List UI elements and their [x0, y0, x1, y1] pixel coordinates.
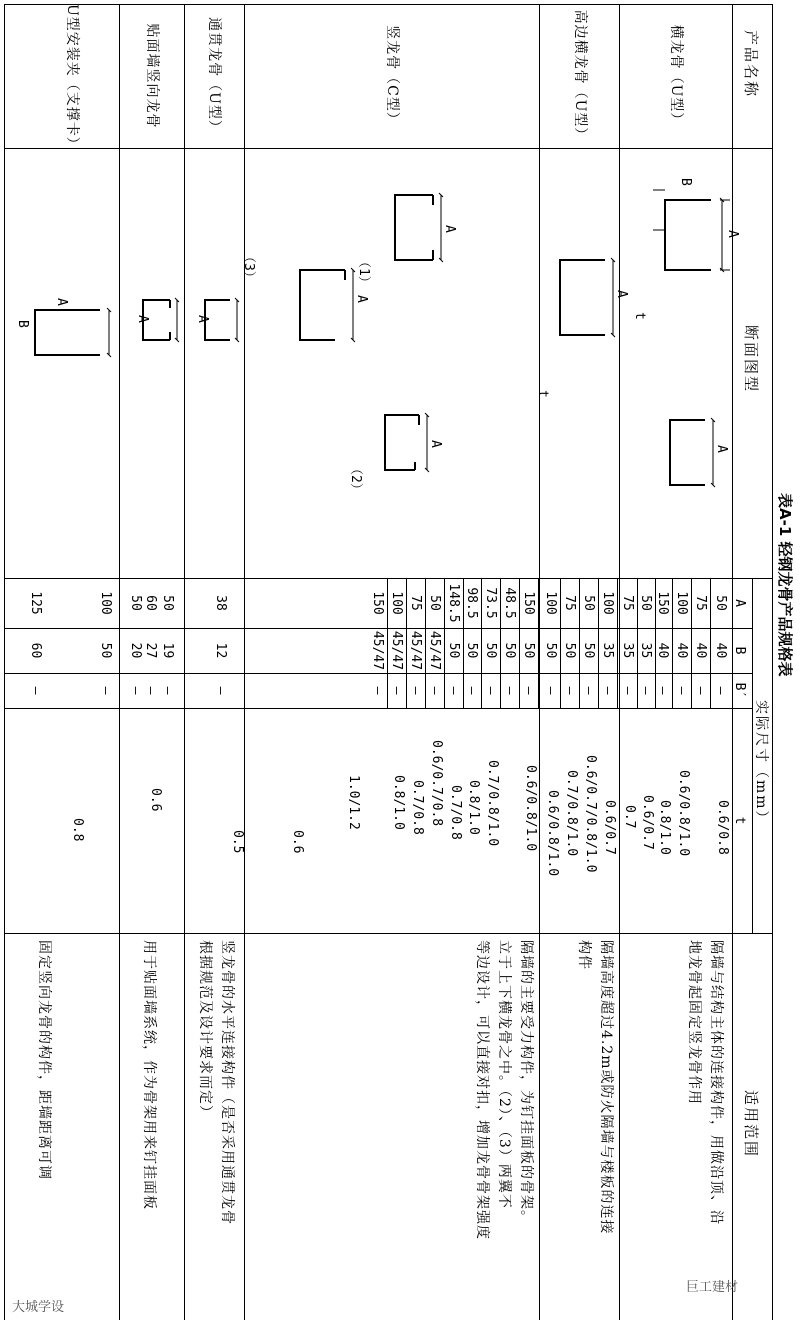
diagram-label-A: A	[714, 445, 729, 453]
size-cell-a: 73.5	[483, 587, 498, 619]
t-value: 0.8/1.0	[657, 800, 672, 855]
size-cell-b: 50	[483, 642, 498, 659]
t-value: 0.7/0.8	[448, 785, 463, 840]
size-cell-b: 50	[521, 642, 536, 659]
product-name-4: 通贯龙骨（U型）	[206, 17, 222, 135]
size-cell-bp: —	[98, 686, 113, 695]
size-cell-b: 50	[543, 642, 558, 659]
c-stud-figure	[300, 270, 345, 340]
size-cell-a: 150	[655, 591, 670, 615]
u-channel-figure	[560, 260, 605, 335]
size-cell-a: 75	[562, 595, 577, 611]
size-cell-b: 45/47	[370, 630, 385, 671]
size-cell-bp: —	[674, 686, 689, 695]
size-cell-a: 50	[128, 595, 143, 611]
size-cell-bp: —	[427, 686, 442, 695]
size-cell-b: 45/47	[427, 630, 442, 671]
size-cell-a: 150	[521, 591, 536, 615]
t-value: 0.8/1.0	[466, 780, 481, 835]
size-cell-b: 50	[562, 642, 577, 659]
product-name-6: U型安装夹（支撑卡）	[64, 4, 80, 152]
t-value: 0.7	[622, 805, 637, 829]
size-cell-bp: —	[446, 686, 461, 695]
t-value: 0.7/0.8	[410, 780, 425, 835]
t-value: 0.6/0.8/1.0	[545, 790, 560, 877]
t-value: 0.6/0.8	[715, 800, 730, 855]
product-name-2: 高边横龙骨（U型）	[572, 9, 588, 143]
size-cell-bp: —	[543, 686, 558, 695]
product-name-1: 横龙骨（U型）	[668, 24, 684, 128]
size-cell-a: 98.5	[464, 587, 479, 619]
scope-text-6: 固定竖向龙骨的构件，距墙距离可调	[36, 940, 52, 1180]
size-cell-a: 100	[543, 591, 558, 615]
header-scope: 适用范围	[742, 1090, 760, 1159]
header-product-name: 产品名称	[742, 30, 760, 99]
diagram-label-t: t	[632, 312, 647, 320]
size-cell-b: 50	[502, 642, 517, 659]
t-value: 0.8	[70, 818, 85, 842]
size-cell-b: 35	[600, 642, 615, 659]
size-cell-bp: —	[502, 686, 517, 695]
size-cell-b: 40	[674, 642, 689, 659]
diagram-label-v3: （3）	[241, 250, 256, 284]
size-cell-a: 38	[213, 595, 228, 611]
scope-text-3: 隔墙的主要受力构件，为钉挂面板的骨架。 立于上下横龙骨之中。（2）、（3）两翼不 等边设计，可以直接对扣，增加龙骨骨架强度	[474, 940, 534, 1240]
size-cell-bp: —	[562, 686, 577, 695]
c-stud-figure	[395, 195, 433, 260]
size-cell-b: 19	[160, 642, 175, 659]
size-cell-a: 50	[581, 595, 596, 611]
c-stud-figure	[385, 415, 419, 470]
header-A: A	[732, 599, 747, 607]
diagram-label-v2: （2）	[348, 462, 363, 496]
size-cell-a: 100	[600, 591, 615, 615]
size-cell-bp: —	[693, 686, 708, 695]
size-cell-bp: —	[28, 686, 43, 695]
size-cell-a: 75	[408, 595, 423, 611]
t-value: 0.6/0.8/1.0	[676, 770, 691, 857]
diagram-label-A: A	[442, 225, 457, 233]
diagram-label-A: A	[614, 290, 629, 298]
diagram-label-B: B	[678, 178, 693, 186]
t-value: 0.8/1.0	[391, 775, 406, 830]
diagram-label-B: B	[15, 320, 30, 328]
product-name-5: 贴面墙竖向龙骨	[144, 23, 160, 129]
header-actual-size: 实际尺寸（mm）	[753, 700, 769, 827]
size-cell-b: 40	[693, 642, 708, 659]
size-cell-bp: —	[655, 686, 670, 695]
watermark-brand: 巨工建材	[686, 1280, 739, 1295]
scope-text-1: 隔墙与结构主体的连接构件，用做沿顶、沿 地龙骨起固定竖龙骨作用	[686, 940, 724, 1225]
t-value: 1.0/1.2	[346, 775, 361, 830]
size-cell-bp: —	[389, 686, 404, 695]
size-cell-a: 50	[713, 595, 728, 611]
scope-text-4: 竖龙骨的水平连接构件（是否采用通贯龙骨 根据规范及设计要求而定）	[197, 940, 235, 1225]
size-cell-a: 60	[143, 595, 158, 611]
size-cell-a: 150	[370, 591, 385, 615]
size-cell-a: 125	[28, 591, 43, 615]
u-channel-figure	[665, 200, 711, 270]
size-cell-bp: —	[600, 686, 615, 695]
size-cell-bp: —	[128, 686, 143, 695]
watermark-source: 大城学设	[12, 1300, 65, 1315]
t-value: 0.5	[230, 830, 245, 854]
size-cell-a: 148.5	[446, 583, 461, 623]
size-cell-bp: —	[581, 686, 596, 695]
size-cell-b: 40	[655, 642, 670, 659]
diagram-label-v1: （1）	[356, 255, 371, 289]
size-cell-a: 48.5	[502, 587, 517, 619]
size-cell-a: 100	[98, 591, 113, 615]
size-cell-bp: —	[464, 686, 479, 695]
header-B: B	[732, 646, 747, 655]
t-value: 0.6/0.7	[640, 795, 655, 850]
size-cell-bp: —	[638, 686, 653, 695]
diagram-label-A: A	[354, 295, 369, 303]
size-cell-bp: —	[713, 686, 728, 695]
t-value: 0.6	[290, 830, 305, 854]
size-cell-b: 27	[143, 642, 158, 659]
u-clip-figure	[35, 310, 100, 355]
size-cell-b: 45/47	[408, 630, 423, 671]
size-cell-bp: —	[521, 686, 536, 695]
t-value: 0.6/0.8/1.0	[523, 765, 538, 852]
t-value: 0.6/0.7/0.8	[429, 740, 444, 827]
table-title: 表A-1 轻钢龙骨产品规格表	[776, 493, 794, 677]
u-channel-figure	[670, 420, 705, 485]
t-value: 0.7/0.8/1.0	[564, 770, 579, 857]
size-cell-a: 100	[674, 591, 689, 615]
header-section: 断面图型	[742, 325, 760, 394]
t-value: 0.7/0.8/1.0	[485, 760, 500, 847]
size-cell-bp: —	[408, 686, 423, 695]
size-cell-bp: —	[620, 686, 635, 695]
size-cell-bp: —	[213, 686, 228, 695]
size-cell-b: 50	[98, 642, 113, 659]
scope-text-2: 隔墙高度超过4.2m或防火隔墙与楼板的连接 构件	[576, 940, 614, 1235]
diagram-label-A: A	[195, 315, 210, 323]
size-cell-b: 40	[713, 642, 728, 659]
size-cell-a: 50	[160, 595, 175, 611]
t-value: 0.6	[148, 788, 163, 812]
size-cell-b: 50	[581, 642, 596, 659]
size-cell-b: 50	[446, 642, 461, 659]
scope-text-5: 用于贴面墙系统，作为骨架用来钉挂面板	[141, 940, 157, 1210]
size-cell-bp: —	[370, 686, 385, 695]
size-cell-b: 12	[213, 642, 228, 659]
size-cell-a: 50	[638, 595, 653, 611]
size-cell-b: 35	[620, 642, 635, 659]
diagram-label-A: A	[725, 230, 740, 238]
size-cell-b: 60	[28, 642, 43, 659]
diagram-label-A: A	[54, 298, 69, 306]
header-Bp: B′	[732, 682, 747, 699]
size-cell-bp: —	[143, 686, 158, 695]
size-cell-b: 20	[128, 642, 143, 659]
size-cell-a: 75	[620, 595, 635, 611]
diagram-label-t: t	[535, 390, 550, 398]
size-cell-b: 50	[464, 642, 479, 659]
t-value: 0.6/0.7/0.8/1.0	[583, 755, 598, 873]
size-cell-a: 50	[427, 595, 442, 611]
t-value: 0.6/0.7	[602, 800, 617, 855]
size-cell-a: 75	[693, 595, 708, 611]
header-t: t	[732, 816, 747, 825]
size-cell-bp: —	[160, 686, 175, 695]
size-cell-bp: —	[483, 686, 498, 695]
size-cell-b: 35	[638, 642, 653, 659]
product-name-3: 竖龙骨（C型）	[384, 25, 400, 127]
diagram-label-A: A	[428, 440, 443, 448]
diagram-label-A: A	[135, 315, 150, 323]
size-cell-a: 100	[389, 591, 404, 615]
size-cell-b: 45/47	[389, 630, 404, 671]
